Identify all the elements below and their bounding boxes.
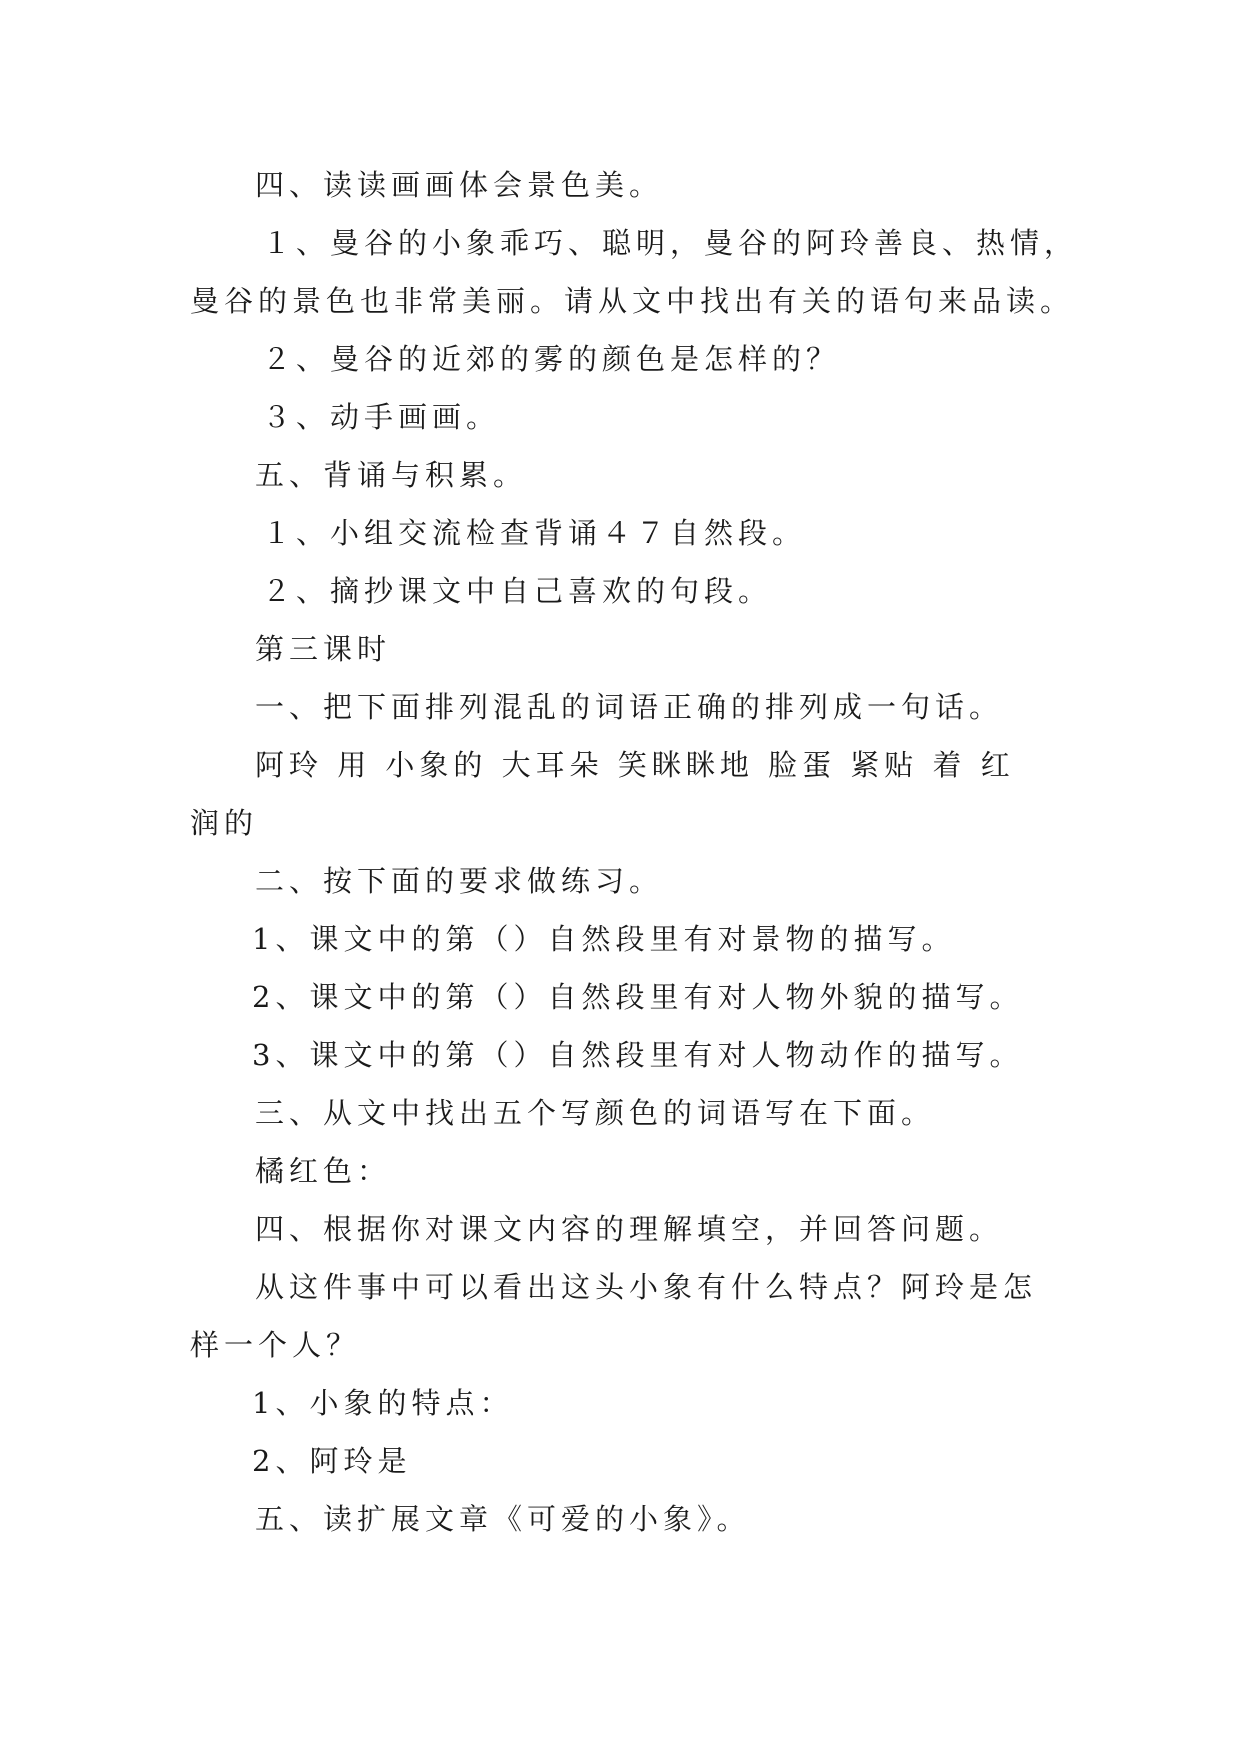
word-list-line: 润的 (190, 806, 259, 840)
section-heading-4: 四、读读画画体会景色美。 (255, 168, 664, 202)
word-list-line: 阿玲 用 小象的 大耳朵 笑眯眯地 脸蛋 紧贴 着 红 (255, 748, 1015, 782)
paragraph-line: ３、动手画画。 (262, 400, 501, 434)
exercise-item: 3、课文中的第（）自然段里有对人物动作的描写。 (252, 1038, 1024, 1072)
paragraph-line: ２、曼谷的近郊的雾的颜色是怎样的？ (262, 342, 841, 376)
section-heading-3: 三、从文中找出五个写颜色的词语写在下面。 (255, 1096, 936, 1130)
paragraph-line: 曼谷的景色也非常美丽。请从文中找出有关的语句来品读。 (190, 284, 1075, 318)
answer-item: 1、小象的特点： (252, 1386, 514, 1420)
paragraph-line: １、小组交流检查背诵４７自然段。 (262, 516, 807, 550)
exercise-item: 1、课文中的第（）自然段里有对景物的描写。 (252, 922, 956, 956)
section-heading-5b: 五、读扩展文章《可爱的小象》。 (255, 1502, 751, 1536)
paragraph-line: １、曼谷的小象乖巧、聪明，曼谷的阿玲善良、热情， (262, 226, 1079, 260)
lesson-title: 第三课时 (255, 632, 392, 666)
question-line: 样一个人？ (190, 1328, 361, 1362)
exercise-item: 2、课文中的第（）自然段里有对人物外貌的描写。 (252, 980, 1024, 1014)
section-heading-5: 五、背诵与积累。 (255, 458, 528, 492)
question-line: 从这件事中可以看出这头小象有什么特点？阿玲是怎 (255, 1270, 1038, 1304)
paragraph-line: ２、摘抄课文中自己喜欢的句段。 (262, 574, 773, 608)
section-heading-4b: 四、根据你对课文内容的理解填空，并回答问题。 (255, 1212, 1004, 1246)
answer-item: 2、阿玲是 (252, 1444, 412, 1478)
section-heading-1: 一、把下面排列混乱的词语正确的排列成一句话。 (255, 690, 1004, 724)
answer-line: 橘红色： (255, 1154, 392, 1188)
section-heading-2: 二、按下面的要求做练习。 (255, 864, 664, 898)
